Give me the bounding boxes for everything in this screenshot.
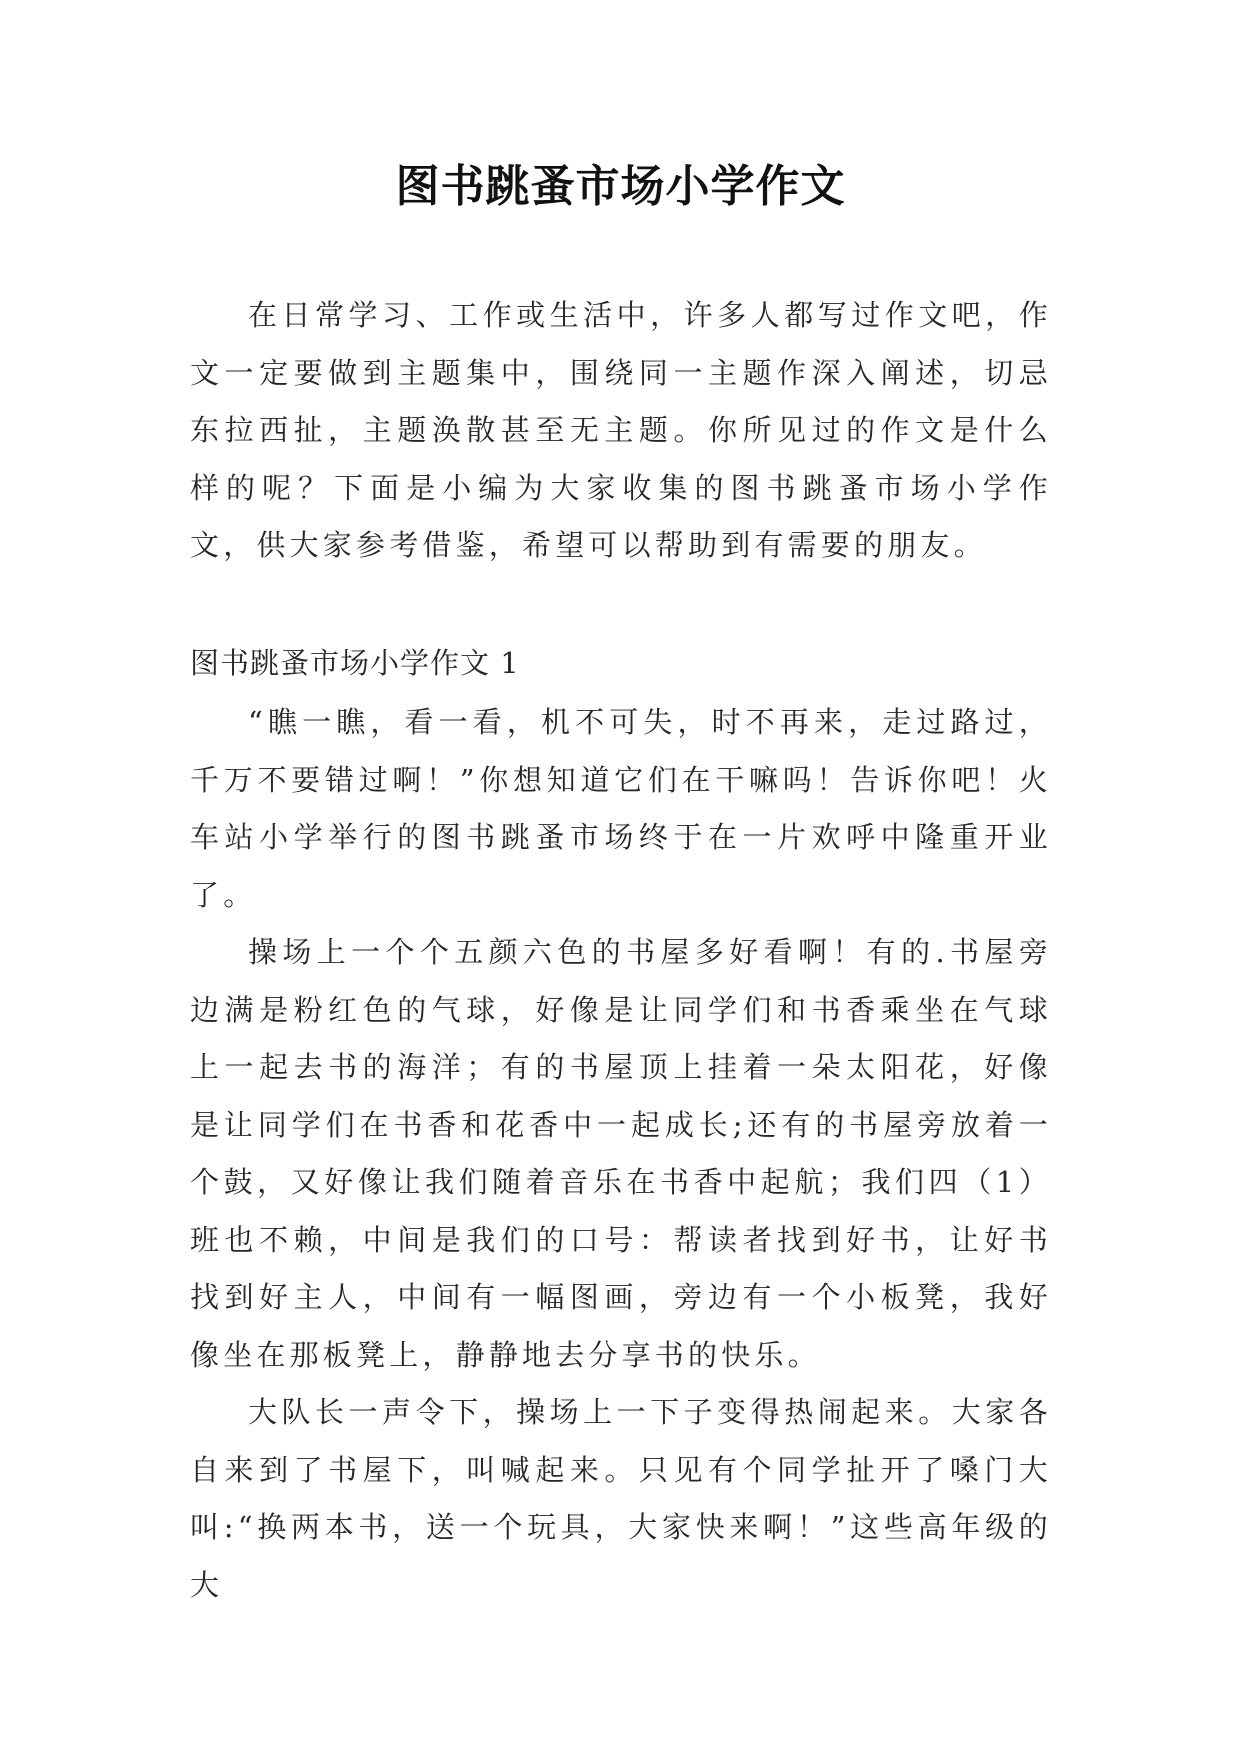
body-paragraph-2: 操场上一个个五颜六色的书屋多好看啊！有的.书屋旁边满是粉红色的气球，好像是让同学们和书香乘坐在气球上一起去书的海洋；有的书屋顶上挂着一朵太阳花，好像是让同学们在书香和花香中一起成长;还有的书屋旁放着一个鼓，又好像让我们随着音乐在书香中起航；我们四（1）班也不赖，中间是我们的口号：帮读者找到好书，让好书找到好主人，中间有一幅图画，旁边有一个小板凳，我好像坐在那板凳上，静静地去分享书的快乐。 bbox=[190, 935, 1052, 1372]
intro-section bbox=[190, 287, 1052, 575]
document-title: 图书跳蚤市场小学作文 bbox=[395, 161, 846, 212]
section-heading: 图书跳蚤市场小学作文 1 bbox=[190, 646, 520, 680]
body-paragraph-3: 大队长一声令下，操场上一下子变得热闹起来。大家各自来到了书屋下，叫喊起来。只见有个同学扯开了嗓门大叫:“换两本书，送一个玩具，大家快来啊！”这些高年级的大 bbox=[190, 1395, 1052, 1602]
section-body bbox=[190, 694, 1052, 1614]
body-paragraph-1: “瞧一瞧，看一看，机不可失，时不再来，走过路过，千万不要错过啊！”你想知道它们在干嘛吗！告诉你吧！火车站小学举行的图书跳蚤市场终于在一片欢呼中隆重开业了。 bbox=[190, 705, 1052, 912]
intro-paragraph: 在日常学习、工作或生活中，许多人都写过作文吧，作文一定要做到主题集中，围绕同一主题作深入阐述，切忌东拉西扯，主题涣散甚至无主题。你所见过的作文是什么样的呢？下面是小编为大家收集的图书跳蚤市场小学作文，供大家参考借鉴，希望可以帮助到有需要的朋友。 bbox=[190, 298, 1052, 562]
